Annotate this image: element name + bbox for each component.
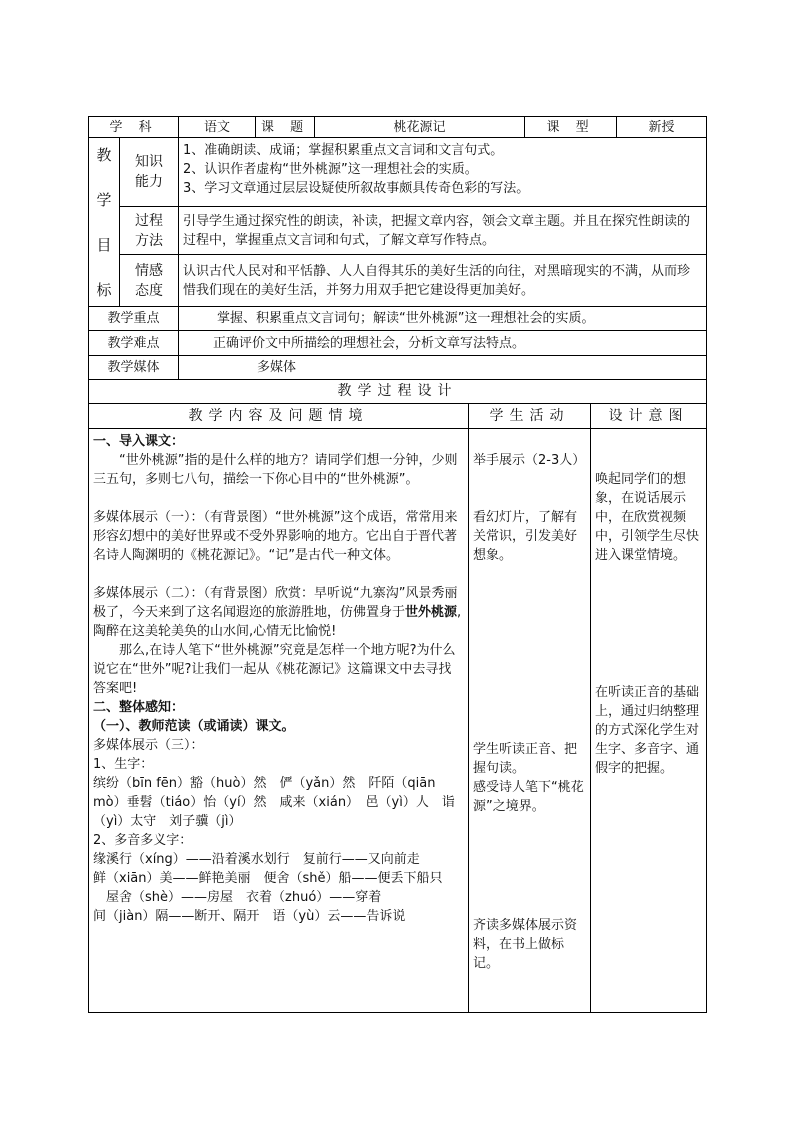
column-content: 教学内容及问题情境 [89, 404, 469, 429]
header-table [88, 116, 707, 404]
design-intent-2: 在听读正音的基础上，通过归纳整理的方式深化学生对生字、多音字、通假字的把握。 [595, 685, 700, 776]
column-header-row [89, 404, 707, 429]
column-student: 学生活动 [469, 404, 591, 429]
lesson-plan [88, 116, 706, 1013]
knowledge-label: 知识 能力 [120, 138, 179, 207]
media-show-3: 多媒体展示（三）： [93, 738, 204, 753]
section-2-subtitle: （一）、教师范读（或诵读）课文。 [93, 719, 295, 734]
media-row [89, 356, 707, 380]
process-title-row [89, 380, 707, 404]
key-points-text: 掌握、积累重点文言词句；解读“世外桃源”这一理想社会的实质。 [179, 307, 707, 331]
emotion-label: 情感 态度 [120, 255, 179, 307]
transition-question: 那么,在诗人笔下“世外桃源”究竟是怎样一个地方呢?为什么说它在“世外”呢?让我们一起从《桃花源记》这篇课文中去寻找答案吧! [93, 643, 456, 696]
design-intent-1: 唤起同学们的想象，在说话展示中，在欣赏视频中，引领学生尽快进入课堂情境。 [595, 472, 700, 563]
type-label: 课 型 [525, 117, 617, 138]
media-show-1: 多媒体展示（一）：（有背景图）“世外桃源”这个成语，常常用来形容幻想中的美好世界或不受外界影响的地方。它出自于晋代著名诗人陶渊明的《桃花源记》。“记”是古代一种文体。 [93, 510, 458, 563]
media-text: 多媒体 [179, 356, 707, 380]
process-title: 教学过程设计 [89, 380, 707, 404]
process-label: 过程 方法 [120, 207, 179, 255]
media-show-2: 多媒体展示（二）：（有背景图）欣赏：早听说“九寨沟”风景秀丽极了，今天来到了这名闻遐迩的旅游胜地，仿佛置身于世外桃源,陶醉在这美轮美奂的山水间,心情无比愉悦! [93, 586, 462, 639]
difficulties-text: 正确评价文中所描绘的理想社会，分析文章写法特点。 [179, 331, 707, 356]
polyphone-line-2: 鲜（xiān）美——鲜艳美丽 便舍（shě）船——便丢下船只 [93, 871, 443, 886]
subject-label: 学 科 [89, 117, 179, 138]
new-chars-list: 缤纷（bīn fēn）豁（huò）然 俨（yǎn）然 阡陌（qiān mò）垂髫（tiáo）怡（yí）然 咸来（xián） 邑（yì）人 诣（yì）太守 刘子骥（jì） [93, 776, 455, 829]
subject-value: 语文 [179, 117, 256, 138]
section-1-question: “世外桃源”指的是什么样的地方？请同学们想一分钟，少则三五句，多则七八句，描绘一下你心目中的“世外桃源”。 [93, 453, 458, 487]
section-2-title: 二、整体感知： [93, 700, 185, 715]
process-table [88, 403, 707, 1013]
topic-value: 桃花源记 [315, 117, 525, 138]
student-activity-1: 举手展示（2-3人） [473, 453, 586, 468]
column-intent: 设计意图 [591, 404, 707, 429]
polyphone-line-1: 缘溪行（xíng）——沿着溪水划行 复前行——又向前走 [93, 852, 420, 867]
key-points-label: 教学重点 [89, 307, 179, 331]
knowledge-text: 1、准确朗读、成诵；掌握积累重点文言词和文言句式。 2、认识作者虚构“世外桃源”这一理想社会的实质。 3、学习文章通过层层设疑使所叙故事颇具传奇色彩的写法。 [179, 138, 707, 207]
media-label: 教学媒体 [89, 356, 179, 380]
section-1-title: 一、导入课文： [93, 434, 185, 449]
header-row [89, 117, 707, 138]
student-activity-3: 学生听读正音、把握句读。 [473, 742, 578, 776]
new-chars-label: 1、生字： [93, 757, 154, 772]
student-cell [469, 429, 591, 1013]
goal-process-row [89, 207, 707, 255]
emotion-text: 认识古代人民对和平恬静、人人自得其乐的美好生活的向往，对黑暗现实的不满，从而珍惜我们现在的美好生活，并努力用双手把它建设得更加美好。 [179, 255, 707, 307]
student-activity-4: 感受诗人笔下“桃花源”之境界。 [473, 780, 584, 814]
topic-label: 课 题 [256, 117, 315, 138]
goal-knowledge-row [89, 138, 707, 207]
difficulties-row [89, 331, 707, 356]
intent-cell [591, 429, 707, 1013]
content-cell [89, 429, 469, 1013]
polyphone-label: 2、多音多义字： [93, 833, 193, 848]
student-activity-2: 看幻灯片，了解有关常识，引发美好想象。 [473, 510, 578, 563]
process-text: 引导学生通过探究性的朗读，补读，把握文章内容，领会文章主题。并且在探究性朗读的过程中，掌握重点文言词和句式，了解文章写作特点。 [179, 207, 707, 255]
key-points-row [89, 307, 707, 331]
goal-emotion-row [89, 255, 707, 307]
difficulties-label: 教学难点 [89, 331, 179, 356]
content-row [89, 429, 707, 1013]
student-activity-5: 齐读多媒体展示资料，在书上做标记。 [473, 918, 578, 971]
polyphone-line-4: 间（jiàn）隔——断开、隔开 语（yù）云——告诉说 [93, 909, 406, 924]
type-value: 新授 [617, 117, 707, 138]
goals-side-label: 教 学 目 标 [89, 138, 120, 307]
polyphone-line-3: 屋舍（shè）——房屋 衣着（zhuó）——穿着 [106, 890, 382, 905]
